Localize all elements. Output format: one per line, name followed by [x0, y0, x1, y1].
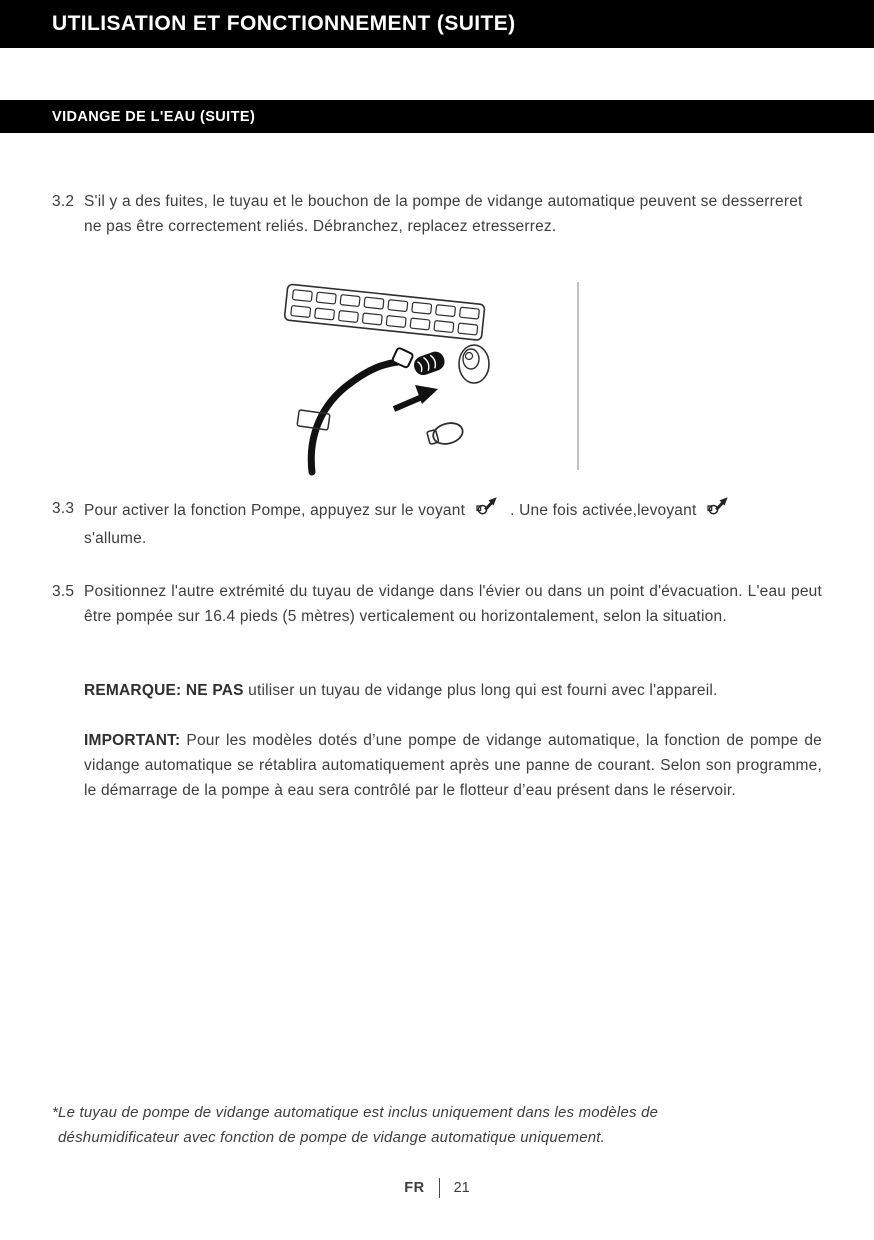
- page-footer: [0, 1178, 874, 1198]
- footnote-line-2: déshumidificateur avec fonction de pompe de vidange automatique uniquement.: [58, 1129, 606, 1146]
- page-title: UTILISATION ET FONCTIONNEMENT (SUITE): [52, 12, 516, 35]
- step-text-after-icon: s'allume.: [84, 530, 147, 547]
- pump-arrow-icon: [475, 494, 501, 524]
- step-text-between-icons: . Une fois activée,levoyant: [510, 502, 697, 520]
- step-text-before-icon: Pour activer la fonction Pompe, appuyez sur le voyant: [84, 502, 466, 520]
- important-text: Pour les modèles dotés d’une pompe de vidange automatique, la fonction de pompe de vidange automatique se rétablira automatiquement après une panne de courant. Selon son programme, le démarrage de la pompe à eau sera contrôlé par le flotteur d’eau présent dans le réservoir.: [84, 732, 822, 799]
- remark-label: REMARQUE: NE PAS: [84, 682, 244, 699]
- step-text: [84, 496, 737, 551]
- drain-pump-hose-illustration: [278, 272, 598, 482]
- step-number: 3.5: [52, 583, 75, 600]
- remark-note: [84, 678, 822, 703]
- step-number: 3.2: [52, 193, 75, 210]
- step-3-3: [52, 496, 822, 551]
- step-number: 3.3: [52, 500, 75, 517]
- footer-language: FR: [404, 1180, 425, 1196]
- footnote: [52, 1100, 822, 1150]
- important-note: [84, 728, 822, 803]
- footnote-line-1: *Le tuyau de pompe de vidange automatique est inclus uniquement dans les modèles de: [52, 1104, 659, 1121]
- step-3-2: [52, 189, 822, 239]
- important-label: IMPORTANT:: [84, 732, 181, 749]
- footer-page-number: 21: [453, 1180, 470, 1196]
- section-title: VIDANGE DE L'EAU (SUITE): [52, 108, 256, 125]
- pump-arrow-icon: [706, 494, 732, 524]
- step-3-5: [52, 579, 822, 629]
- header-bar: [0, 0, 874, 48]
- drain-pump-illustration-svg: [278, 272, 598, 482]
- step-text: Positionnez l'autre extrémité du tuyau de vidange dans l'évier ou dans un point d'évacuation. L'eau peut être pompée sur 16.4 pieds (5 mètres) verticalement ou horizontalement, selon la situation.: [84, 583, 822, 625]
- step-text: S'il y a des fuites, le tuyau et le bouchon de la pompe de vidange automatique peuvent se desserreret ne pas être correctement reliés. Débranchez, replacez etresserrez.: [84, 193, 803, 235]
- section-bar: [0, 100, 874, 133]
- footer-divider: [439, 1178, 440, 1198]
- remark-text: utiliser un tuyau de vidange plus long qui est fourni avec l'appareil.: [243, 682, 718, 699]
